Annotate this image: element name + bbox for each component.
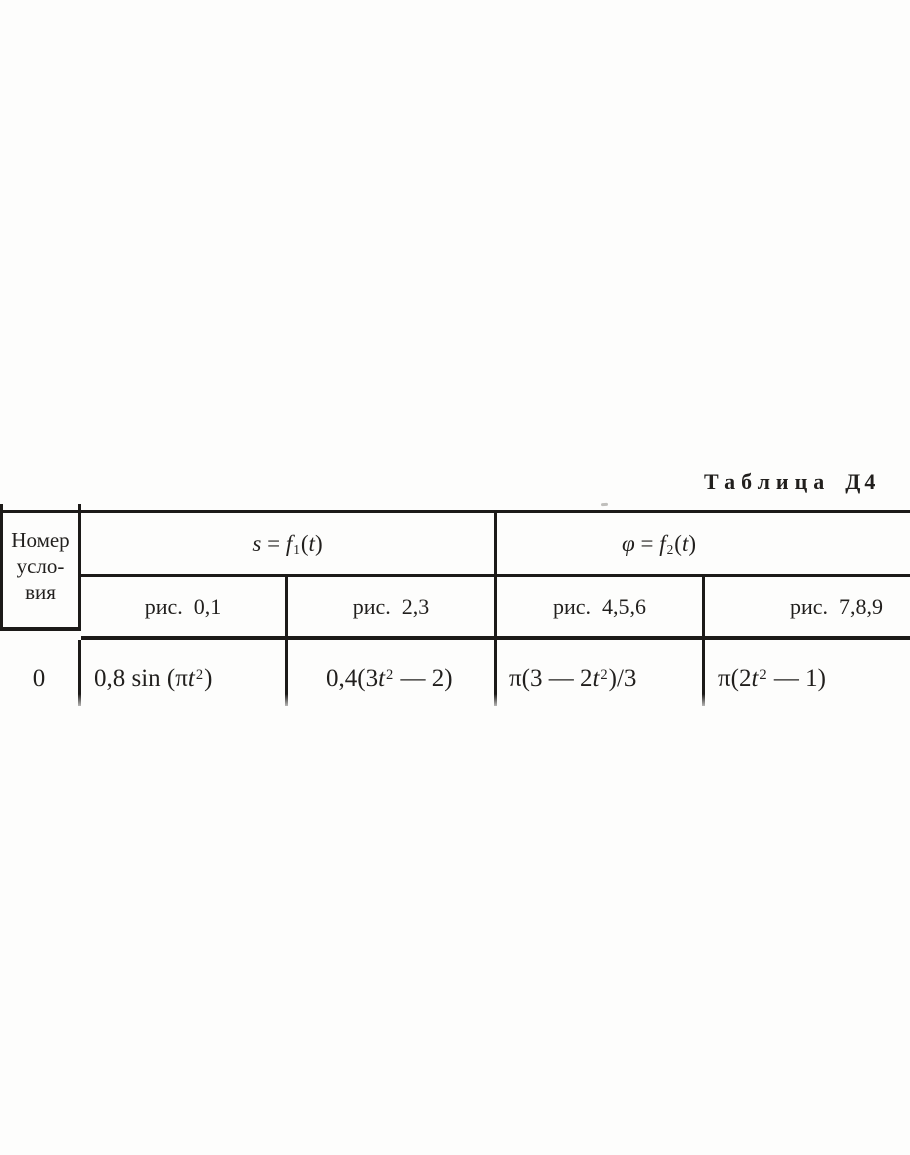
corner-header-line-2: усло-	[16, 553, 65, 578]
table-title-word: Таблица	[704, 469, 831, 494]
corner-header-line-3: вия	[25, 579, 56, 604]
conditions-table	[0, 510, 910, 706]
formula-pi-2t2-minus-1: $\pi(2t^2$ — 1)	[718, 665, 826, 692]
row0-formula-fig-0-1	[81, 640, 288, 706]
row0-formula-fig-4-5-6	[497, 640, 705, 706]
corner-header-number-cell	[0, 504, 81, 631]
row0-formula-fig-2-3	[288, 640, 497, 706]
formula-08-sin-pi-t2: 0,8 $\sin (\pi t^2)$	[94, 665, 213, 692]
sub-header-fig-2-3: рис. 2,3	[288, 577, 497, 640]
formula-s-f1: s = f1(t)	[252, 530, 323, 558]
group-header-phi-f2	[497, 513, 910, 577]
scan-artifact	[601, 503, 608, 506]
corner-header-line-1: Номер	[11, 527, 70, 552]
table-title	[704, 470, 879, 494]
table-title-code: Д4	[845, 469, 880, 494]
formula-phi-f2: φ = f2(t)	[622, 530, 697, 558]
sub-header-fig-4-5-6: рис. 4,5,6	[497, 577, 705, 640]
formula-04-3t2-minus-2: $0,4(3t^2$ — 2)	[326, 665, 453, 692]
formula-pi-3-minus-2t2-over-3: π(3 — $2t^2)/3$	[509, 665, 637, 692]
row0-condition-number: 0	[0, 640, 81, 706]
sub-header-fig-7-8-9: рис. 7,8,9	[705, 577, 910, 640]
row0-formula-fig-7-8-9	[705, 640, 910, 706]
group-header-s-f1	[81, 513, 497, 577]
sub-header-fig-0-1: рис. 0,1	[81, 577, 288, 640]
